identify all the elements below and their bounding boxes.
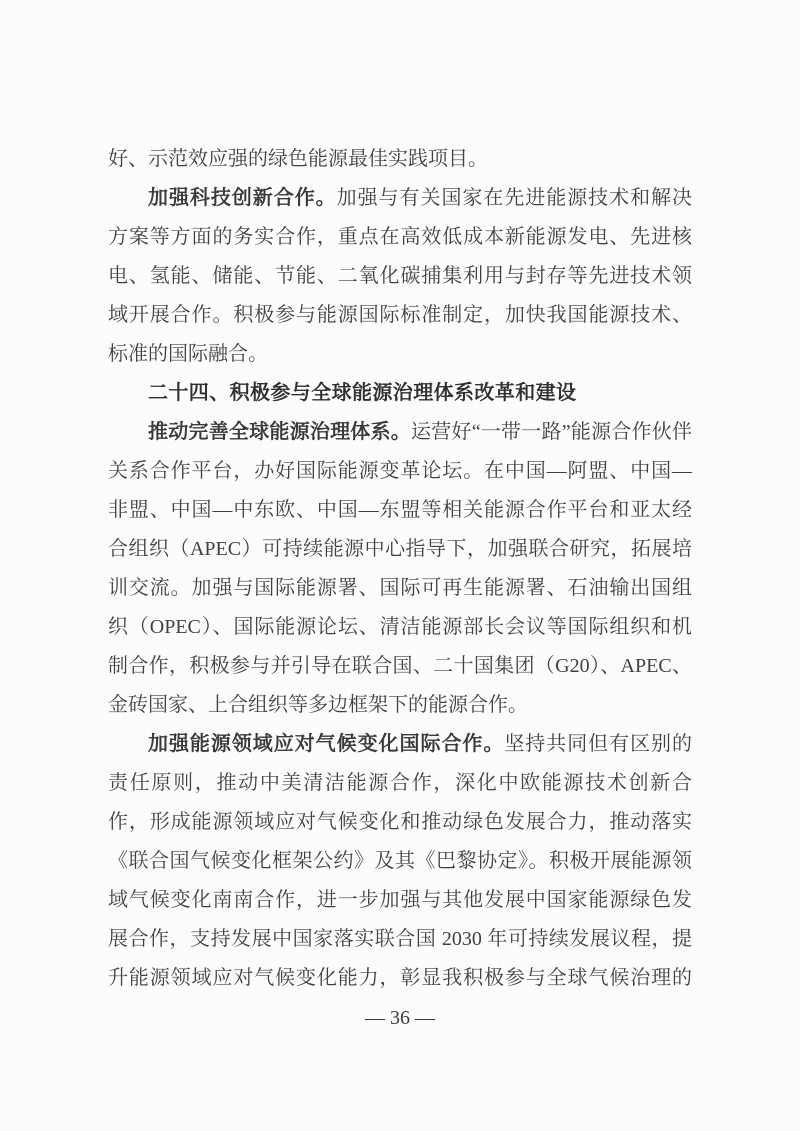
paragraph-lead: 推动完善全球能源治理体系。	[148, 421, 412, 443]
text-line: 好、示范效应强的绿色能源最佳实践项目。	[108, 148, 488, 170]
text-line: 作，形成能源领域应对气候变化和推动绿色发展合力，推动落实	[108, 811, 692, 833]
text-line: 标准的国际融合。	[108, 343, 268, 365]
section-heading: 二十四、积极参与全球能源治理体系改革和建设	[148, 382, 577, 404]
text-line: 展合作，支持发展中国家落实联合国 2030 年可持续发展议程，提	[108, 928, 692, 950]
document-body	[108, 140, 692, 998]
text-line: 电、氢能、储能、节能、二氧化碳捕集利用与封存等先进技术领	[108, 265, 692, 287]
text-line: 合组织（APEC）可持续能源中心指导下，加强联合研究，拓展培	[108, 538, 692, 560]
text-line: 训交流。加强与国际能源署、国际可再生能源署、石油输出国组	[108, 577, 692, 599]
text-line: 加强能源领域应对气候变化国际合作。坚持共同但有区别的	[148, 733, 693, 755]
text-line: 升能源领域应对气候变化能力，彰显我积极参与全球气候治理的	[108, 967, 692, 989]
paragraph-lead: 加强科技创新合作。	[148, 187, 337, 209]
text-line: 关系合作平台，办好国际能源变革论坛。在中国—阿盟、中国—	[108, 460, 692, 482]
text-line: 责任原则，推动中美清洁能源合作，深化中欧能源技术创新合	[108, 772, 692, 794]
text-line: 非盟、中国—中东欧、中国—东盟等相关能源合作平台和亚太经	[108, 499, 692, 521]
paragraph-lead: 加强能源领域应对气候变化国际合作。	[148, 733, 505, 755]
text-line: 《联合国气候变化框架公约》及其《巴黎协定》。积极开展能源领	[108, 850, 692, 872]
text-line: 金砖国家、上合组织等多边框架下的能源合作。	[108, 694, 528, 716]
text-line: 域气候变化南南合作，进一步加强与其他发展中国家能源绿色发	[108, 889, 692, 911]
text-line: 加强科技创新合作。加强与有关国家在先进能源技术和解决	[148, 187, 693, 209]
text-line: 推动完善全球能源治理体系。运营好“一带一路”能源合作伙伴	[148, 421, 693, 443]
text-line: 域开展合作。积极参与能源国际标准制定，加快我国能源技术、	[108, 304, 692, 326]
text-line: 制合作，积极参与并引导在联合国、二十国集团（G20）、APEC、	[108, 655, 692, 677]
text-line: 方案等方面的务实合作，重点在高效低成本新能源发电、先进核	[108, 226, 692, 248]
page-number: — 36 —	[365, 1007, 435, 1029]
text-line: 织（OPEC）、国际能源论坛、清洁能源部长会议等国际组织和机	[108, 616, 692, 638]
